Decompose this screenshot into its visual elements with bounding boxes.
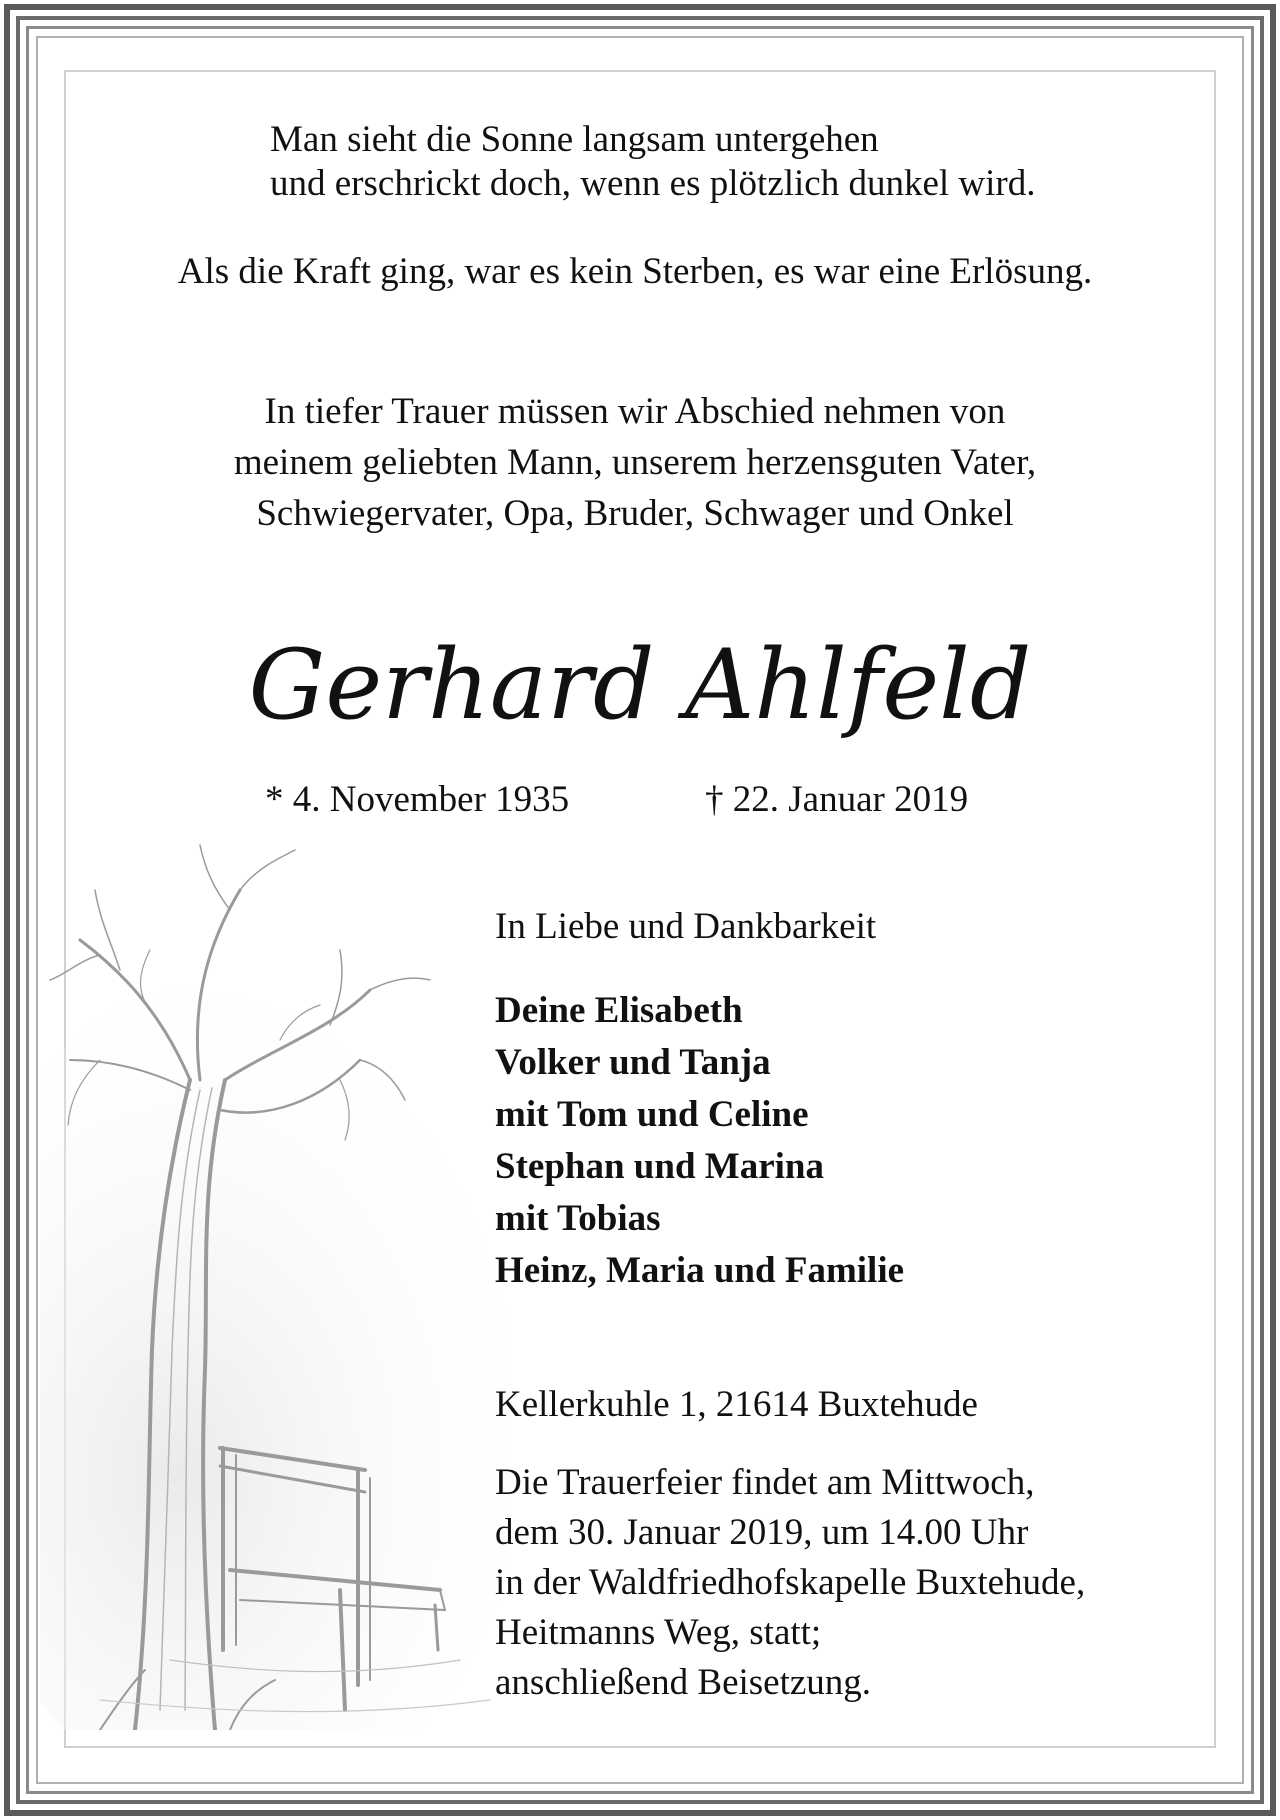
family-member: Stephan und Marina xyxy=(495,1146,824,1187)
intro-line: In tiefer Trauer müssen wir Abschied nehmen von xyxy=(264,391,1006,432)
closing-phrase: In Liebe und Dankbarkeit xyxy=(495,906,877,947)
ceremony-details xyxy=(495,1458,1085,1708)
ceremony-line: Heitmanns Weg, statt; xyxy=(495,1612,822,1653)
deceased-name: Gerhard Ahlfeld xyxy=(248,629,1032,741)
family-member: Deine Elisabeth xyxy=(495,990,743,1031)
verse-line: Man sieht die Sonne langsam untergehen xyxy=(270,119,879,160)
birth-date: * 4. November 1935 xyxy=(265,779,570,820)
ceremony-line: anschließend Beisetzung. xyxy=(495,1662,872,1703)
ceremony-line: in der Waldfriedhofskapelle Buxtehude, xyxy=(495,1562,1086,1603)
intro-line: Schwiegervater, Opa, Bruder, Schwager und Onkel xyxy=(256,493,1014,534)
ceremony-line: dem 30. Januar 2019, um 14.00 Uhr xyxy=(495,1512,1029,1553)
family-member: Volker und Tanja xyxy=(495,1042,771,1083)
verse-line: und erschrickt doch, wenn es plötzlich dunkel wird. xyxy=(270,163,1036,204)
ceremony-line: Die Trauerfeier findet am Mittwoch, xyxy=(495,1462,1035,1503)
address: Kellerkuhle 1, 21614 Buxtehude xyxy=(495,1384,978,1425)
family-member: mit Tom und Celine xyxy=(495,1094,809,1135)
release-line: Als die Kraft ging, war es kein Sterben, es war eine Erlösung. xyxy=(177,251,1093,292)
family-member: mit Tobias xyxy=(495,1198,661,1239)
opening-verse xyxy=(270,118,1036,206)
family-member: Heinz, Maria und Familie xyxy=(495,1250,905,1291)
family-list xyxy=(495,985,904,1297)
intro-line: meinem geliebten Mann, unserem herzensguten Vater, xyxy=(233,442,1037,483)
tree-bench-illustration xyxy=(40,830,510,1730)
mourning-intro xyxy=(90,386,1180,539)
death-date: † 22. Januar 2019 xyxy=(705,779,969,820)
